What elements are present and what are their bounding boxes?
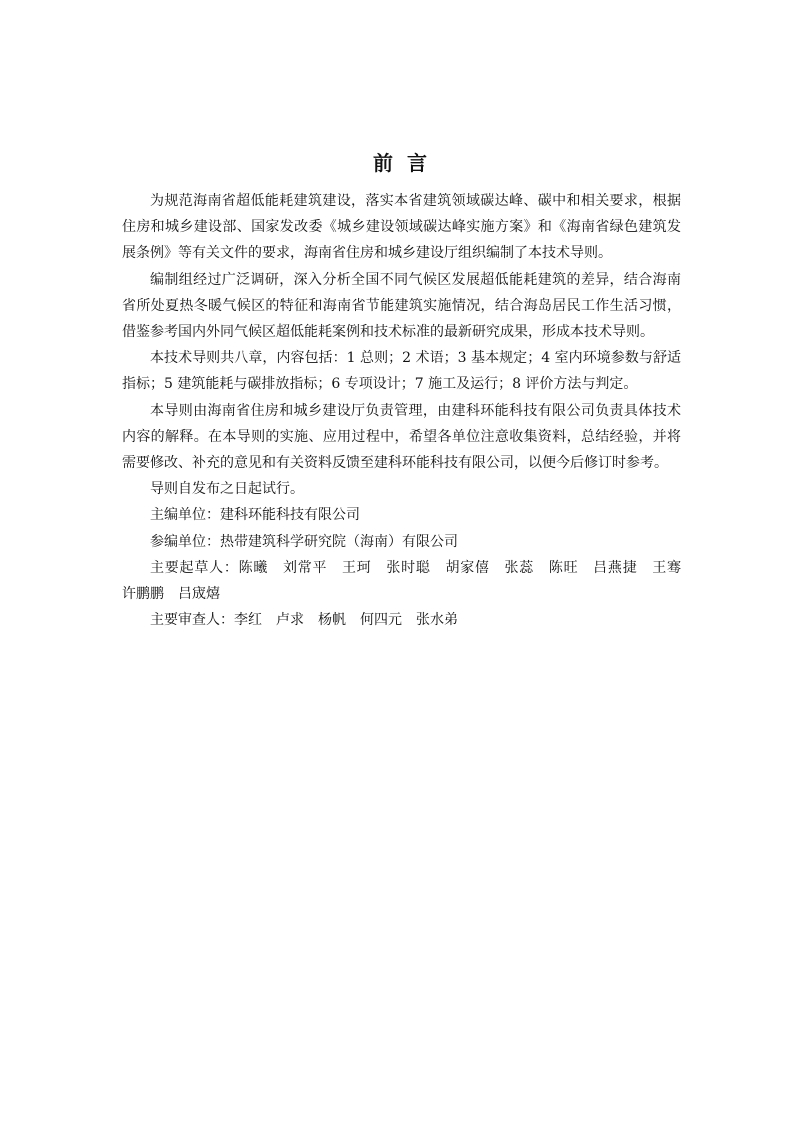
chief-editor-label: 主编单位： [150,507,220,524]
reviewers-value: 李红 卢求 杨帆 何四元 张水弟 [234,612,458,629]
chief-editor-value: 建科环能科技有限公司 [220,507,360,524]
paragraph-effective: 导则自发布之日起试行。 [150,481,304,498]
drafters-line [122,555,696,607]
page-title: 前言 [373,151,441,175]
paragraph-chapters: 本技术导则共八章，内容包括：1 总则；2 术语；3 基本规定；4 室内环境参数与舒适指标；5 建筑能耗与碳排放指标；6 专项设计；7 施工及运行；8 评价方法与判定。 [122,350,681,393]
paragraph-research: 编制组经过广泛调研，深入分析全国不同气候区发展超低能耗建筑的差异，结合海南省所处夏热冬暖气候区的特征和海南省节能建筑实施情况，结合海岛居民工作生活习惯，借鉴参考国内外同气候区超低能耗案例和技术标准的最新研究成果，形成本技术导则。 [122,271,681,341]
reviewers-label: 主要审查人： [150,612,234,629]
paragraph-purpose: 为规范海南省超低能耗建筑建设，落实本省建筑领域碳达峰、碳中和相关要求，根据住房和城乡建设部、国家发改委《城乡建设领域碳达峰实施方案》和《海南省绿色建筑发展条例》等有关文件的要求，海南省住房和城乡建设厅组织编制了本技术导则。 [122,193,681,262]
paragraph-management: 本导则由海南省住房和城乡建设厅负责管理，由建科环能科技有限公司负责具体技术内容的解释。在本导则的实施、应用过程中，希望各单位注意收集资料，总结经验，并将需要修改、补充的意见和有关资料反馈至建科环能科技有限公司，以便今后修订时参考。 [122,402,681,472]
drafters-value: 陈曦 刘常平 王珂 张时聪 胡家僖 张蕊 陈旺 吕燕捷 王骞 许鹏鹏 吕宬熺 [122,559,696,603]
reviewers-line [122,607,681,633]
co-editor-value: 热带建筑科学研究院（海南）有限公司 [220,533,458,550]
co-editor-line [122,529,681,555]
chief-editor-line [122,502,681,528]
drafters-label: 主要起草人： [150,559,239,576]
preface-body [122,188,696,633]
co-editor-label: 参编单位： [150,533,220,550]
